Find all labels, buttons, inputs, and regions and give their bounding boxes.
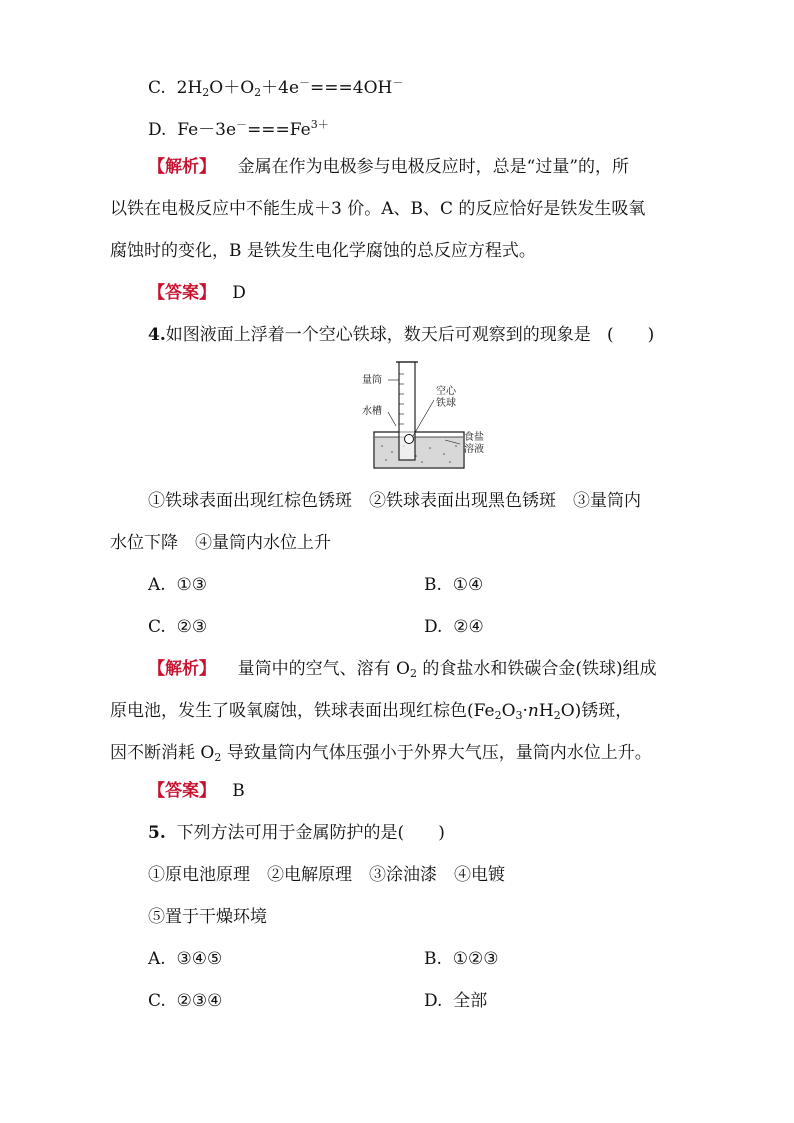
graduated-cylinder	[399, 362, 415, 460]
question-text: 下列方法可用于金属防护的是( )	[176, 823, 445, 843]
formula-part: ===Fe	[247, 120, 311, 140]
q4-analysis-line2	[110, 700, 632, 727]
formula-part: 2H	[176, 78, 203, 98]
q5-option-a[interactable]	[148, 948, 222, 970]
formula-part: Fe－3e	[177, 120, 237, 140]
q5-option-c[interactable]	[148, 990, 222, 1012]
subscript: 2	[254, 86, 262, 99]
hollow-iron-ball	[405, 435, 414, 444]
q4-option-a[interactable]	[148, 574, 207, 596]
q3-analysis-line1	[148, 156, 629, 178]
question-text: 如图液面上浮着一个空心铁球，数天后可观察到的现象是	[165, 325, 591, 345]
option-letter: D.	[424, 617, 443, 637]
question-number: 4.	[148, 325, 166, 345]
analysis-text: 量筒中的空气、溶有 O	[237, 659, 410, 679]
analysis-text: O	[501, 701, 516, 721]
answer-blank: ( )	[606, 325, 655, 345]
superscript: －	[299, 76, 311, 89]
q4-option-b[interactable]	[424, 574, 483, 596]
option-letter: C.	[148, 617, 166, 637]
option-letter: D.	[424, 991, 443, 1011]
question-number: 5.	[148, 823, 166, 843]
option-letter: B.	[424, 949, 442, 969]
analysis-tag: 【解析】	[148, 157, 216, 177]
option-letter: A.	[148, 575, 166, 595]
option-text: ①④	[452, 575, 484, 595]
superscript: －	[392, 76, 404, 89]
analysis-text: 的食盐水和铁碳合金(铁球)组成	[416, 659, 657, 679]
subscript: 2	[409, 667, 417, 680]
q3-option-c	[148, 72, 403, 104]
q5-option-d[interactable]	[424, 990, 487, 1012]
option-text: ②③④	[176, 991, 223, 1011]
option-text: ②③	[176, 617, 208, 637]
answer-tag: 【答案】	[148, 283, 216, 303]
q3-option-d	[148, 114, 329, 141]
label-cylinder: 量筒	[362, 375, 382, 386]
italic-n: n	[527, 701, 539, 721]
q3-analysis-line2: 以铁在电极反应中不能生成＋3 价。A、B、C 的反应恰好是铁发生吸氧	[110, 199, 646, 219]
q3-analysis-line3: 腐蚀时的变化，B 是铁发生电化学腐蚀的总反应方程式。	[110, 241, 536, 261]
label-salt-2: 溶液	[464, 444, 484, 455]
q5-statements-line2: ⑤置于干燥环境	[148, 907, 267, 927]
analysis-text: 导致量筒内气体压强小于外界大气压，量筒内水位上升。	[221, 743, 652, 763]
label-ball-2: 铁球	[436, 398, 456, 409]
q4-stem	[148, 324, 654, 346]
q3-answer	[148, 282, 246, 304]
analysis-text: ·	[522, 701, 528, 721]
subscript: 2	[553, 709, 561, 722]
option-text: ①②③	[452, 949, 499, 969]
subscript: 3	[515, 709, 523, 722]
cylinder-in-tank-diagram	[360, 356, 490, 472]
analysis-text: H	[538, 701, 554, 721]
q4-analysis-line1	[148, 658, 657, 685]
answer-tag: 【答案】	[148, 781, 216, 801]
option-text: ③④⑤	[176, 949, 223, 969]
analysis-text: 金属在作为电极参与电极反应时，总是“过量”的，所	[237, 157, 630, 177]
q4-analysis-line3	[110, 742, 652, 769]
subscript: 2	[202, 86, 210, 99]
q4-statements-line2: 水位下降 ④量筒内水位上升	[110, 533, 331, 553]
answer-value: D	[232, 283, 246, 303]
analysis-text: O)锈斑，	[560, 701, 633, 721]
subscript: 2	[214, 751, 222, 764]
answer-value: B	[232, 781, 245, 801]
q5-option-b[interactable]	[424, 948, 498, 970]
option-letter: A.	[148, 949, 166, 969]
superscript: －	[236, 118, 248, 131]
option-text: ①③	[176, 575, 207, 595]
analysis-text: 原电池，发生了吸氧腐蚀，铁球表面出现红棕色(Fe	[110, 701, 495, 721]
q4-statements-line1: ①铁球表面出现红棕色锈斑 ②铁球表面出现黑色锈斑 ③量筒内	[148, 491, 641, 511]
option-text: ②④	[453, 617, 484, 637]
q4-answer	[148, 780, 245, 802]
q4-option-c[interactable]	[148, 616, 207, 638]
formula-part: ＋4e	[261, 78, 300, 98]
option-text: 全部	[453, 991, 488, 1011]
q4-option-d[interactable]	[424, 616, 484, 638]
option-letter: C.	[148, 78, 166, 98]
q5-stem	[148, 822, 445, 844]
label-salt-1: 食盐	[464, 432, 484, 443]
option-letter: D.	[148, 120, 167, 140]
analysis-tag: 【解析】	[148, 659, 216, 679]
formula-part: O＋O	[209, 78, 255, 98]
label-tank: 水槽	[362, 406, 382, 417]
superscript: 3＋	[310, 118, 329, 131]
subscript: 2	[494, 709, 502, 722]
analysis-text: 因不断消耗 O	[110, 743, 215, 763]
option-letter: B.	[424, 575, 442, 595]
formula-part: ===4OH	[310, 78, 393, 98]
option-letter: C.	[148, 991, 166, 1011]
label-ball-1: 空心	[436, 386, 456, 397]
q5-statements-line1: ①原电池原理 ②电解原理 ③涂油漆 ④电镀	[148, 865, 505, 885]
